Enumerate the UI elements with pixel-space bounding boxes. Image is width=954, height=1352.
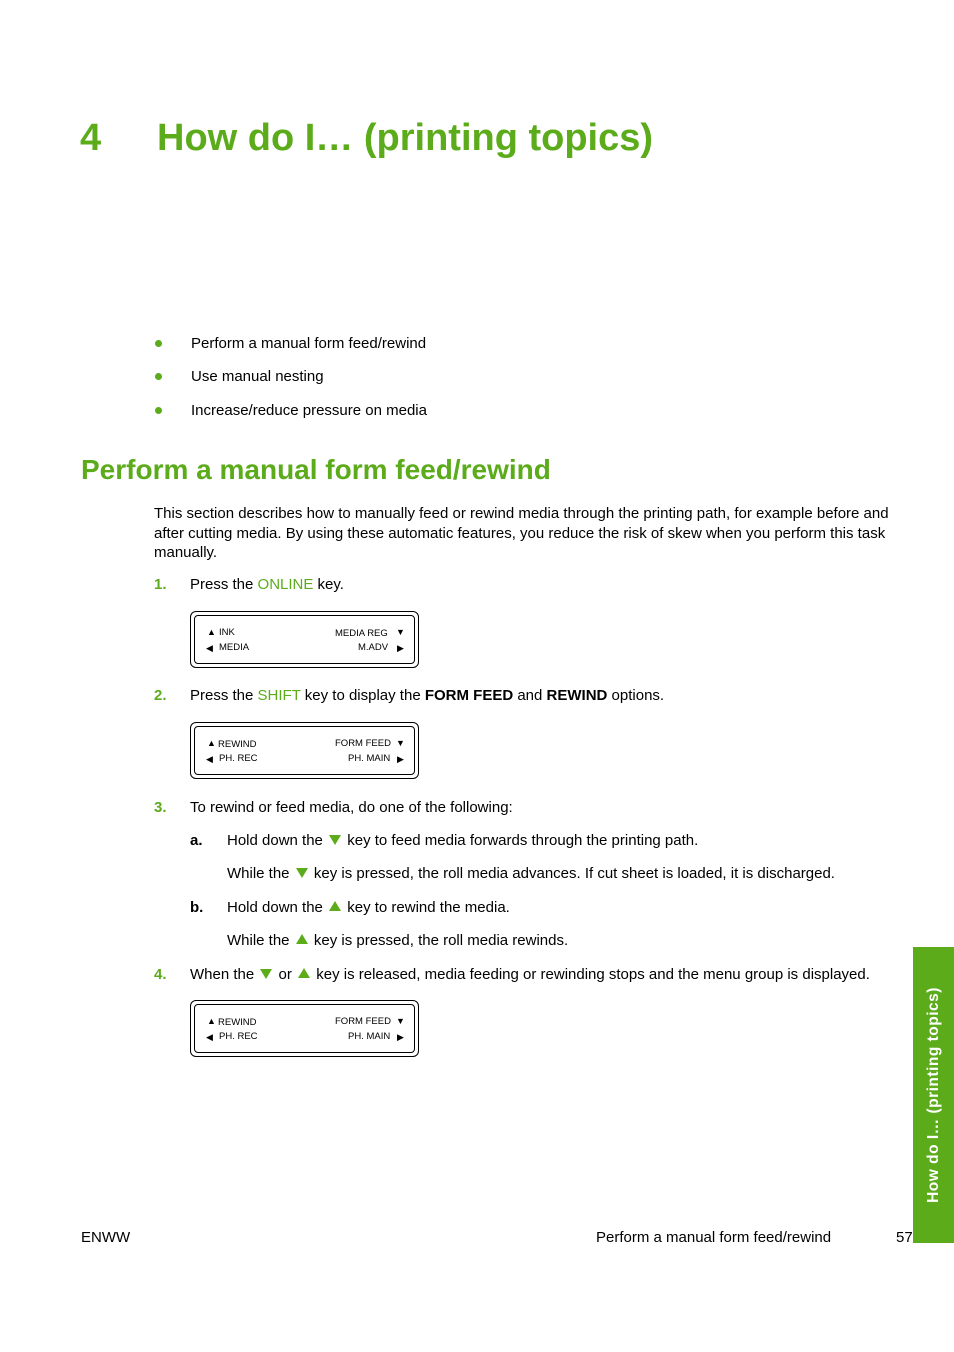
right-arrow-icon: ▶ bbox=[397, 754, 404, 764]
step-1-text: Press the ONLINE key. bbox=[190, 576, 344, 593]
display-bottom-right: M.ADV bbox=[358, 642, 389, 653]
display-top-left: REWIND bbox=[218, 1017, 257, 1028]
down-key-icon bbox=[296, 868, 308, 878]
topic-link[interactable]: Increase/reduce pressure on media bbox=[191, 402, 427, 419]
left-arrow-icon: ◀ bbox=[206, 1032, 213, 1042]
step-number: 2. bbox=[154, 687, 167, 704]
substep-letter: a. bbox=[190, 832, 203, 849]
footer-section-title: Perform a manual form feed/rewind bbox=[596, 1229, 832, 1246]
up-key-icon bbox=[298, 968, 310, 978]
step-3-text: To rewind or feed media, do one of the following: bbox=[190, 799, 513, 816]
step-2-text: Press the SHIFT key to display the FORM FEED and REWIND options. bbox=[190, 687, 665, 704]
chapter-number: 4 bbox=[80, 117, 102, 159]
substep-a-text: Hold down the key to feed media forwards through the printing path. bbox=[227, 832, 699, 849]
up-key-icon bbox=[329, 901, 341, 911]
up-arrow-icon: ▲ bbox=[207, 1016, 216, 1026]
substep-a-note: While the key is pressed, the roll media advances. If cut sheet is loaded, it is discharged. bbox=[227, 865, 835, 882]
step-number: 3. bbox=[154, 799, 167, 816]
right-arrow-icon: ▶ bbox=[397, 643, 404, 653]
shift-key-label: SHIFT bbox=[257, 687, 301, 704]
down-arrow-icon: ▼ bbox=[396, 627, 405, 637]
substep-b-note: While the key is pressed, the roll media rewinds. bbox=[227, 932, 569, 949]
display-top-right: MEDIA REG bbox=[335, 628, 388, 639]
side-tab-label: How do I… (printing topics) bbox=[925, 987, 942, 1203]
up-key-icon bbox=[296, 934, 308, 944]
up-arrow-icon: ▲ bbox=[207, 627, 216, 637]
display-top-left: INK bbox=[219, 627, 235, 638]
display-top-left: REWIND bbox=[218, 739, 257, 750]
display-bottom-right: PH. MAIN bbox=[348, 1031, 391, 1042]
section-intro: This section describes how to manually feed or rewind media through the printing path, for example before and after cutting media. By using these automatic features, you reduce the risk of skew when you perform this task manually. bbox=[154, 505, 889, 561]
chapter-title: How do I… (printing topics) bbox=[157, 117, 654, 159]
control-panel-display bbox=[190, 1000, 419, 1057]
display-top-right: FORM FEED bbox=[335, 1016, 391, 1027]
bullet-icon bbox=[155, 373, 162, 380]
step-number: 4. bbox=[154, 966, 167, 983]
section-title: Perform a manual form feed/rewind bbox=[81, 454, 551, 485]
display-bottom-left: MEDIA bbox=[219, 642, 250, 653]
chapter-side-tab bbox=[913, 947, 954, 1243]
up-arrow-icon: ▲ bbox=[207, 738, 216, 748]
right-arrow-icon: ▶ bbox=[397, 1032, 404, 1042]
page-number: 57 bbox=[896, 1229, 913, 1246]
online-key-label: ONLINE bbox=[257, 576, 314, 593]
down-key-icon bbox=[329, 835, 341, 845]
footer-left: ENWW bbox=[81, 1229, 131, 1246]
down-key-icon bbox=[260, 969, 272, 979]
control-panel-display bbox=[190, 611, 419, 668]
step-number: 1. bbox=[154, 576, 167, 593]
bullet-icon bbox=[155, 340, 162, 347]
down-arrow-icon: ▼ bbox=[396, 1016, 405, 1026]
display-bottom-right: PH. MAIN bbox=[348, 753, 391, 764]
substep-letter: b. bbox=[190, 899, 204, 916]
substep-b-text: Hold down the key to rewind the media. bbox=[227, 899, 510, 916]
left-arrow-icon: ◀ bbox=[206, 643, 213, 653]
control-panel-display bbox=[190, 722, 419, 779]
topic-link[interactable]: Perform a manual form feed/rewind bbox=[191, 335, 427, 352]
step-4-text: When the or key is released, media feeding or rewinding stops and the menu group is displayed. bbox=[190, 966, 870, 983]
display-bottom-left: PH. REC bbox=[219, 753, 258, 764]
display-top-right: FORM FEED bbox=[335, 738, 391, 749]
down-arrow-icon: ▼ bbox=[396, 738, 405, 748]
display-bottom-left: PH. REC bbox=[219, 1031, 258, 1042]
topic-link[interactable]: Use manual nesting bbox=[191, 368, 324, 385]
bullet-icon bbox=[155, 407, 162, 414]
left-arrow-icon: ◀ bbox=[206, 754, 213, 764]
